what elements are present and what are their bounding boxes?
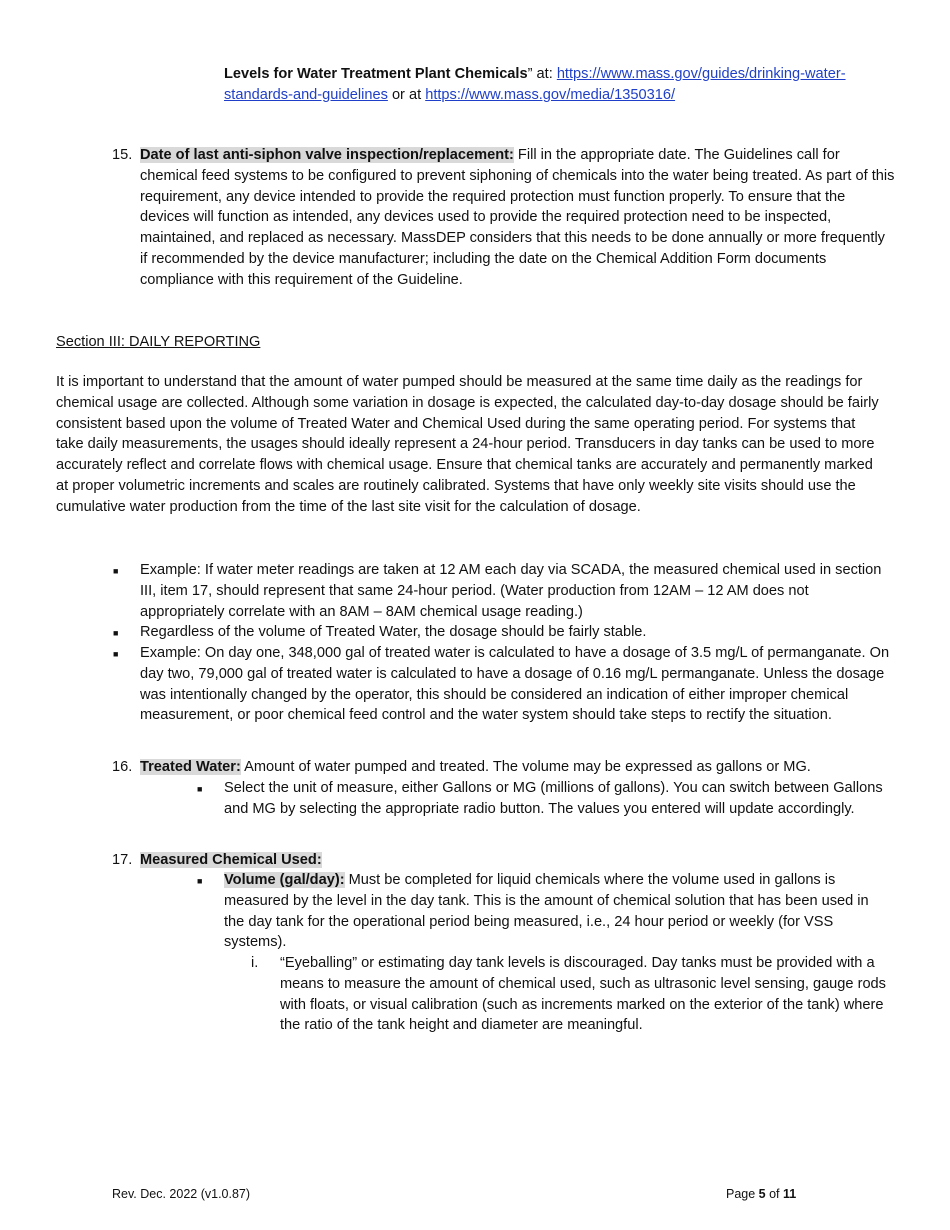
item-15-number: 15.: [112, 147, 133, 163]
bullet-example-permanganate: Example: On day one, 348,000 gal of treated water is calculated to have a dosage of 3.5 mg/L of permanganate. On day two, 79,000 gal of treated water is calculated to have a dosage of 0.16 mg/L permanganate. Unless the dosage was intentionally changed by the operator, this should be considered an indication of either improper chemical measurement, or poor chemical feed control and the water system should take steps to rectify the situation.: [140, 645, 890, 724]
bullet-square-icon: ■: [113, 628, 119, 638]
link-media-1350316[interactable]: https://www.mass.gov/media/1350316/: [425, 86, 676, 103]
eyeballing-paragraph: “Eyeballing” or estimating day tank levels is discouraged. Day tanks must be provided with a means to measure the amount of chemical used, such as ultrasonic level sensing, gauge rods with floats, or visual calibration (such as increments marked on the exterior of the tank) where the ratio of the tank height and diameter are meaningful.: [280, 955, 886, 1034]
bullet-square-icon: ■: [113, 649, 119, 659]
bullet-square-icon: ■: [197, 876, 203, 886]
section-heading: Section III: DAILY REPORTING: [56, 334, 261, 350]
bullet-square-icon: ■: [113, 566, 119, 576]
link-drinking-water-guidelines[interactable]: https://www.mass.gov/guides/drinking-water-standards-and-guidelines: [224, 66, 846, 103]
section-intro: It is important to understand that the amount of water pumped should be measured at the same time daily as the readings for chemical usage are collected. Although some variation in dosage is expected, the calculated day-to-day dosage should be fairly consistent based upon the volume of Treated Water and Chemical Used during the same operating period. For systems that take daily measurements, the usages should ideally represent a 24-hour period. Transducers in day tanks can be used to more accurately reflect and correlate flows with chemical usage. Ensure that chemical tanks are accurately and permanently marked at proper volumetric increments and scales are routinely calibrated. Systems that have only weekly site visits should use the cumulative water production from the time of the last site visit for the calculation of dosage.: [56, 374, 879, 515]
item-16-label: Treated Water:: [140, 759, 241, 775]
item-15-label: Date of last anti-siphon valve inspection/replacement:: [140, 147, 514, 163]
item-16-number: 16.: [112, 759, 133, 775]
item-17-label: Measured Chemical Used:: [140, 852, 322, 868]
bullet-example-scada: Example: If water meter readings are taken at 12 AM each day via SCADA, the measured chemical used in section III, item 17, should represent that same 24-hour period. (Water production from 12AM – 12 AM does not appropriately correlate with an 8AM – 8AM chemical usage reading.): [140, 562, 882, 620]
item-17-heading: [140, 850, 895, 871]
footer-revision: Rev. Dec. 2022 (v1.0.87): [112, 1187, 251, 1201]
item-16-unit-note: Select the unit of measure, either Gallons or MG (millions of gallons). You can switch between Gallons and MG by selecting the appropriate radio button. The values you entered will update accordingly.: [224, 780, 883, 817]
item-17-number: 17.: [112, 852, 133, 868]
item-17-volume-paragraph: Volume (gal/day): Must be completed for liquid chemicals where the volume used in gallons is measured by the level in the day tank. This is the amount of chemical solution that has been used in the day tank for the operational period being measured, i.e., 24 hour period or weekly (for VSS systems).: [224, 872, 869, 951]
guidelines-reference: Levels for Water Treatment Plant Chemicals” at: https://www.mass.gov/guides/drinking-water-standards-and-guidelines or at https://www.mass.gov/media/1350316/: [224, 66, 846, 103]
reference-bold-title: Levels for Water Treatment Plant Chemicals: [224, 66, 528, 82]
bullet-square-icon: ■: [197, 784, 203, 794]
item-17-volume-label: Volume (gal/day):: [224, 872, 345, 888]
item-15-paragraph: Date of last anti-siphon valve inspection/replacement: Fill in the appropriate date. The Guidelines call for chemical feed systems to be configured to prevent siphoning of chemicals into the water being treated. As part of this requirement, any device intended to provide the required protection must function properly. To ensure that the devices will function as intended, any devices used to provide the required protection need to be inspected, maintained, and replaced as necessary. MassDEP considers that this needs to be done annually or more frequently if recommended by the device manufacturer; including the date on the Chemical Addition Form documents compliance with this requirement of the Guideline.: [140, 147, 895, 288]
item-16-paragraph: Treated Water: Amount of water pumped and treated. The volume may be expressed as gallons or MG.: [140, 759, 811, 775]
bullet-dosage-stable: Regardless of the volume of Treated Water, the dosage should be fairly stable.: [140, 624, 647, 640]
roman-numeral-i: i.: [251, 955, 259, 971]
footer-page-number: Page 5 of 11: [726, 1187, 797, 1201]
